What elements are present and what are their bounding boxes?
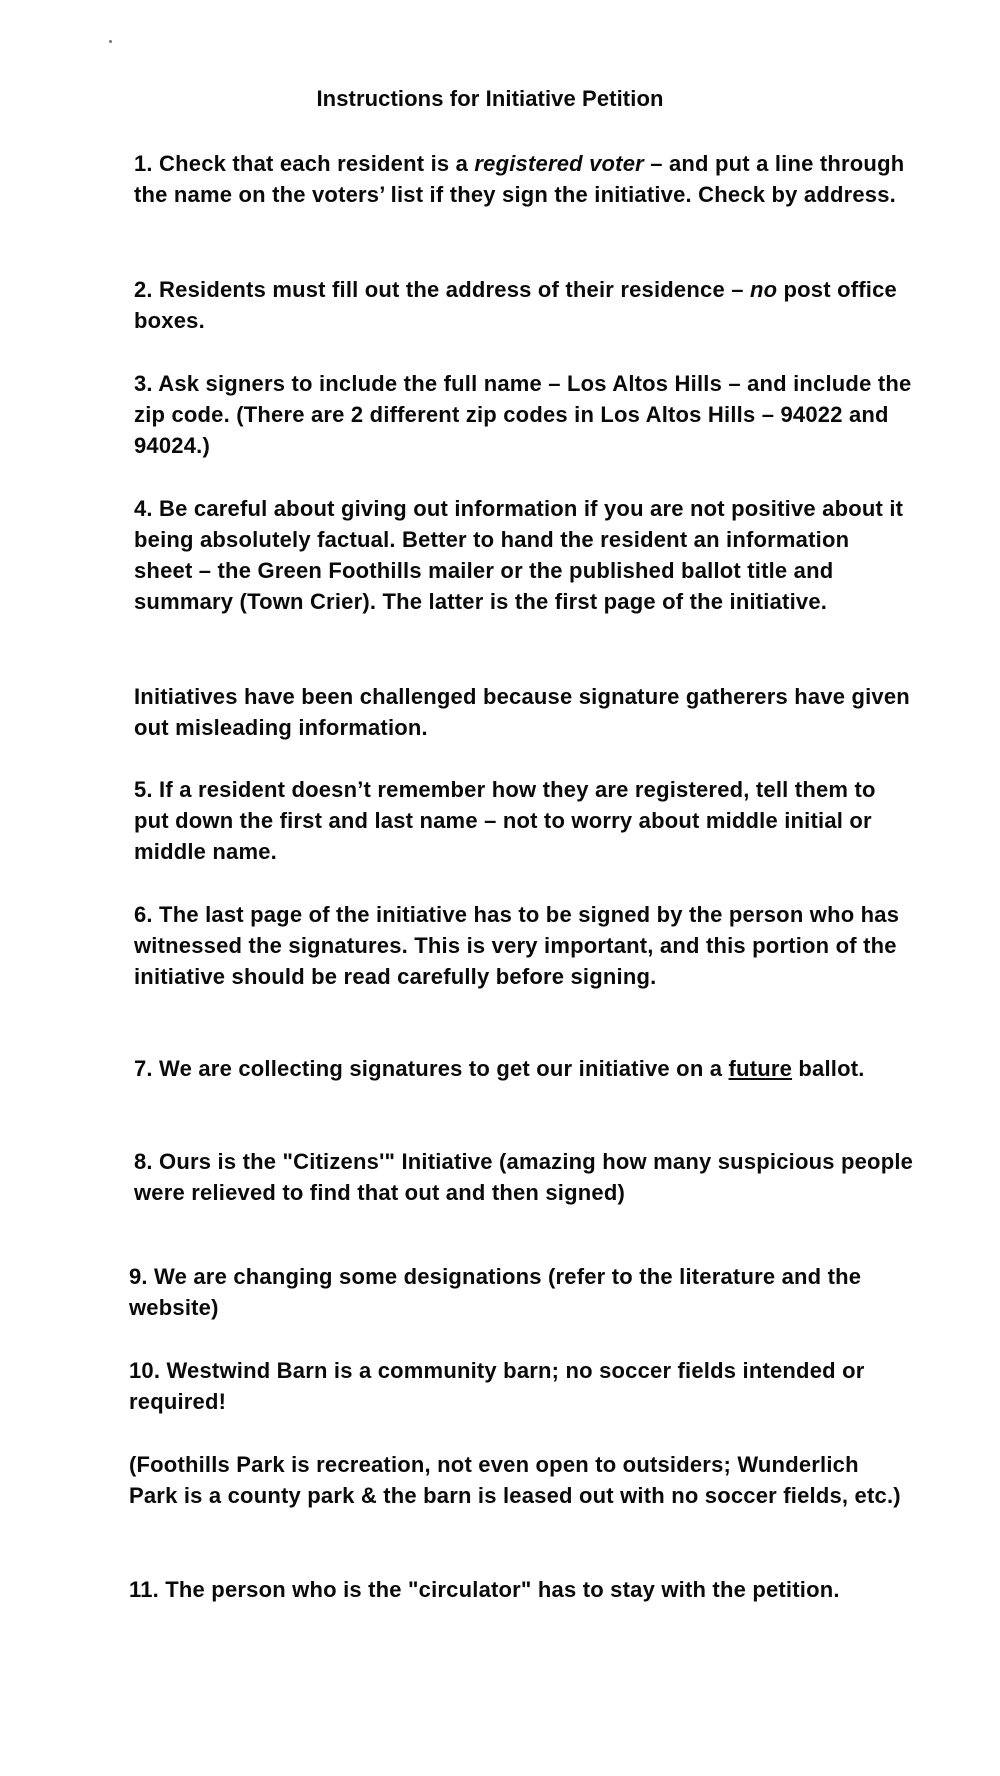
instruction-2-emphasis: no xyxy=(749,277,778,302)
instruction-2-text-b: post office boxes. xyxy=(134,277,897,333)
instruction-8: 8. Ours is the "Citizens'" Initiative (amazing how many suspicious people were relieved to find that out and then signed) xyxy=(134,1149,914,1205)
challenge-note: Initiatives have been challenged because signature gatherers have given out misleading information. xyxy=(134,684,910,740)
instruction-1-text-b: – and put a line through the name on the voters’ list if they sign the initiative. Check by address. xyxy=(134,151,905,207)
instruction-1 xyxy=(134,148,914,210)
instruction-10: 10. Westwind Barn is a community barn; no soccer fields intended or required! xyxy=(129,1358,865,1414)
instruction-9: 9. We are changing some designations (refer to the literature and the website) xyxy=(129,1264,862,1320)
instruction-4: 4. Be careful about giving out information if you are not positive about it being absolutely factual. Better to hand the resident an information sheet – the Green Foothills mailer or the published ballot title and summary (Town Crier). The latter is the first page of the initiative. xyxy=(134,496,904,614)
instruction-2-text-a: 2. Residents must fill out the address of their residence – xyxy=(134,277,750,302)
instruction-1-emphasis: registered voter xyxy=(474,151,644,176)
instruction-7-text-a: 7. We are collecting signatures to get our initiative on a xyxy=(134,1056,729,1081)
instruction-11: 11. The person who is the "circulator" has to stay with the petition. xyxy=(129,1577,840,1602)
instruction-5: 5. If a resident doesn’t remember how they are registered, tell them to put down the first and last name – not to worry about middle initial or middle name. xyxy=(134,777,876,864)
instruction-1-text-a: 1. Check that each resident is a xyxy=(134,151,475,176)
instruction-6: 6. The last page of the initiative has to be signed by the person who has witnessed the signatures. This is very important, and this portion of the initiative should be read carefully before signing. xyxy=(134,902,900,989)
foothills-note: (Foothills Park is recreation, not even open to outsiders; Wunderlich Park is a county park & the barn is leased out with no soccer fields, etc.) xyxy=(129,1452,901,1508)
scan-speck xyxy=(109,40,112,43)
instruction-3: 3. Ask signers to include the full name – Los Altos Hills – and include the zip code. (There are 2 different zip codes in Los Altos Hills – 94022 and 94024.) xyxy=(134,371,912,458)
instruction-7 xyxy=(134,1053,914,1084)
instruction-7-underlined: future xyxy=(728,1056,793,1081)
instruction-2 xyxy=(134,274,914,336)
instruction-7-text-b: ballot. xyxy=(792,1056,865,1081)
page-title: Instructions for Initiative Petition xyxy=(316,86,664,111)
